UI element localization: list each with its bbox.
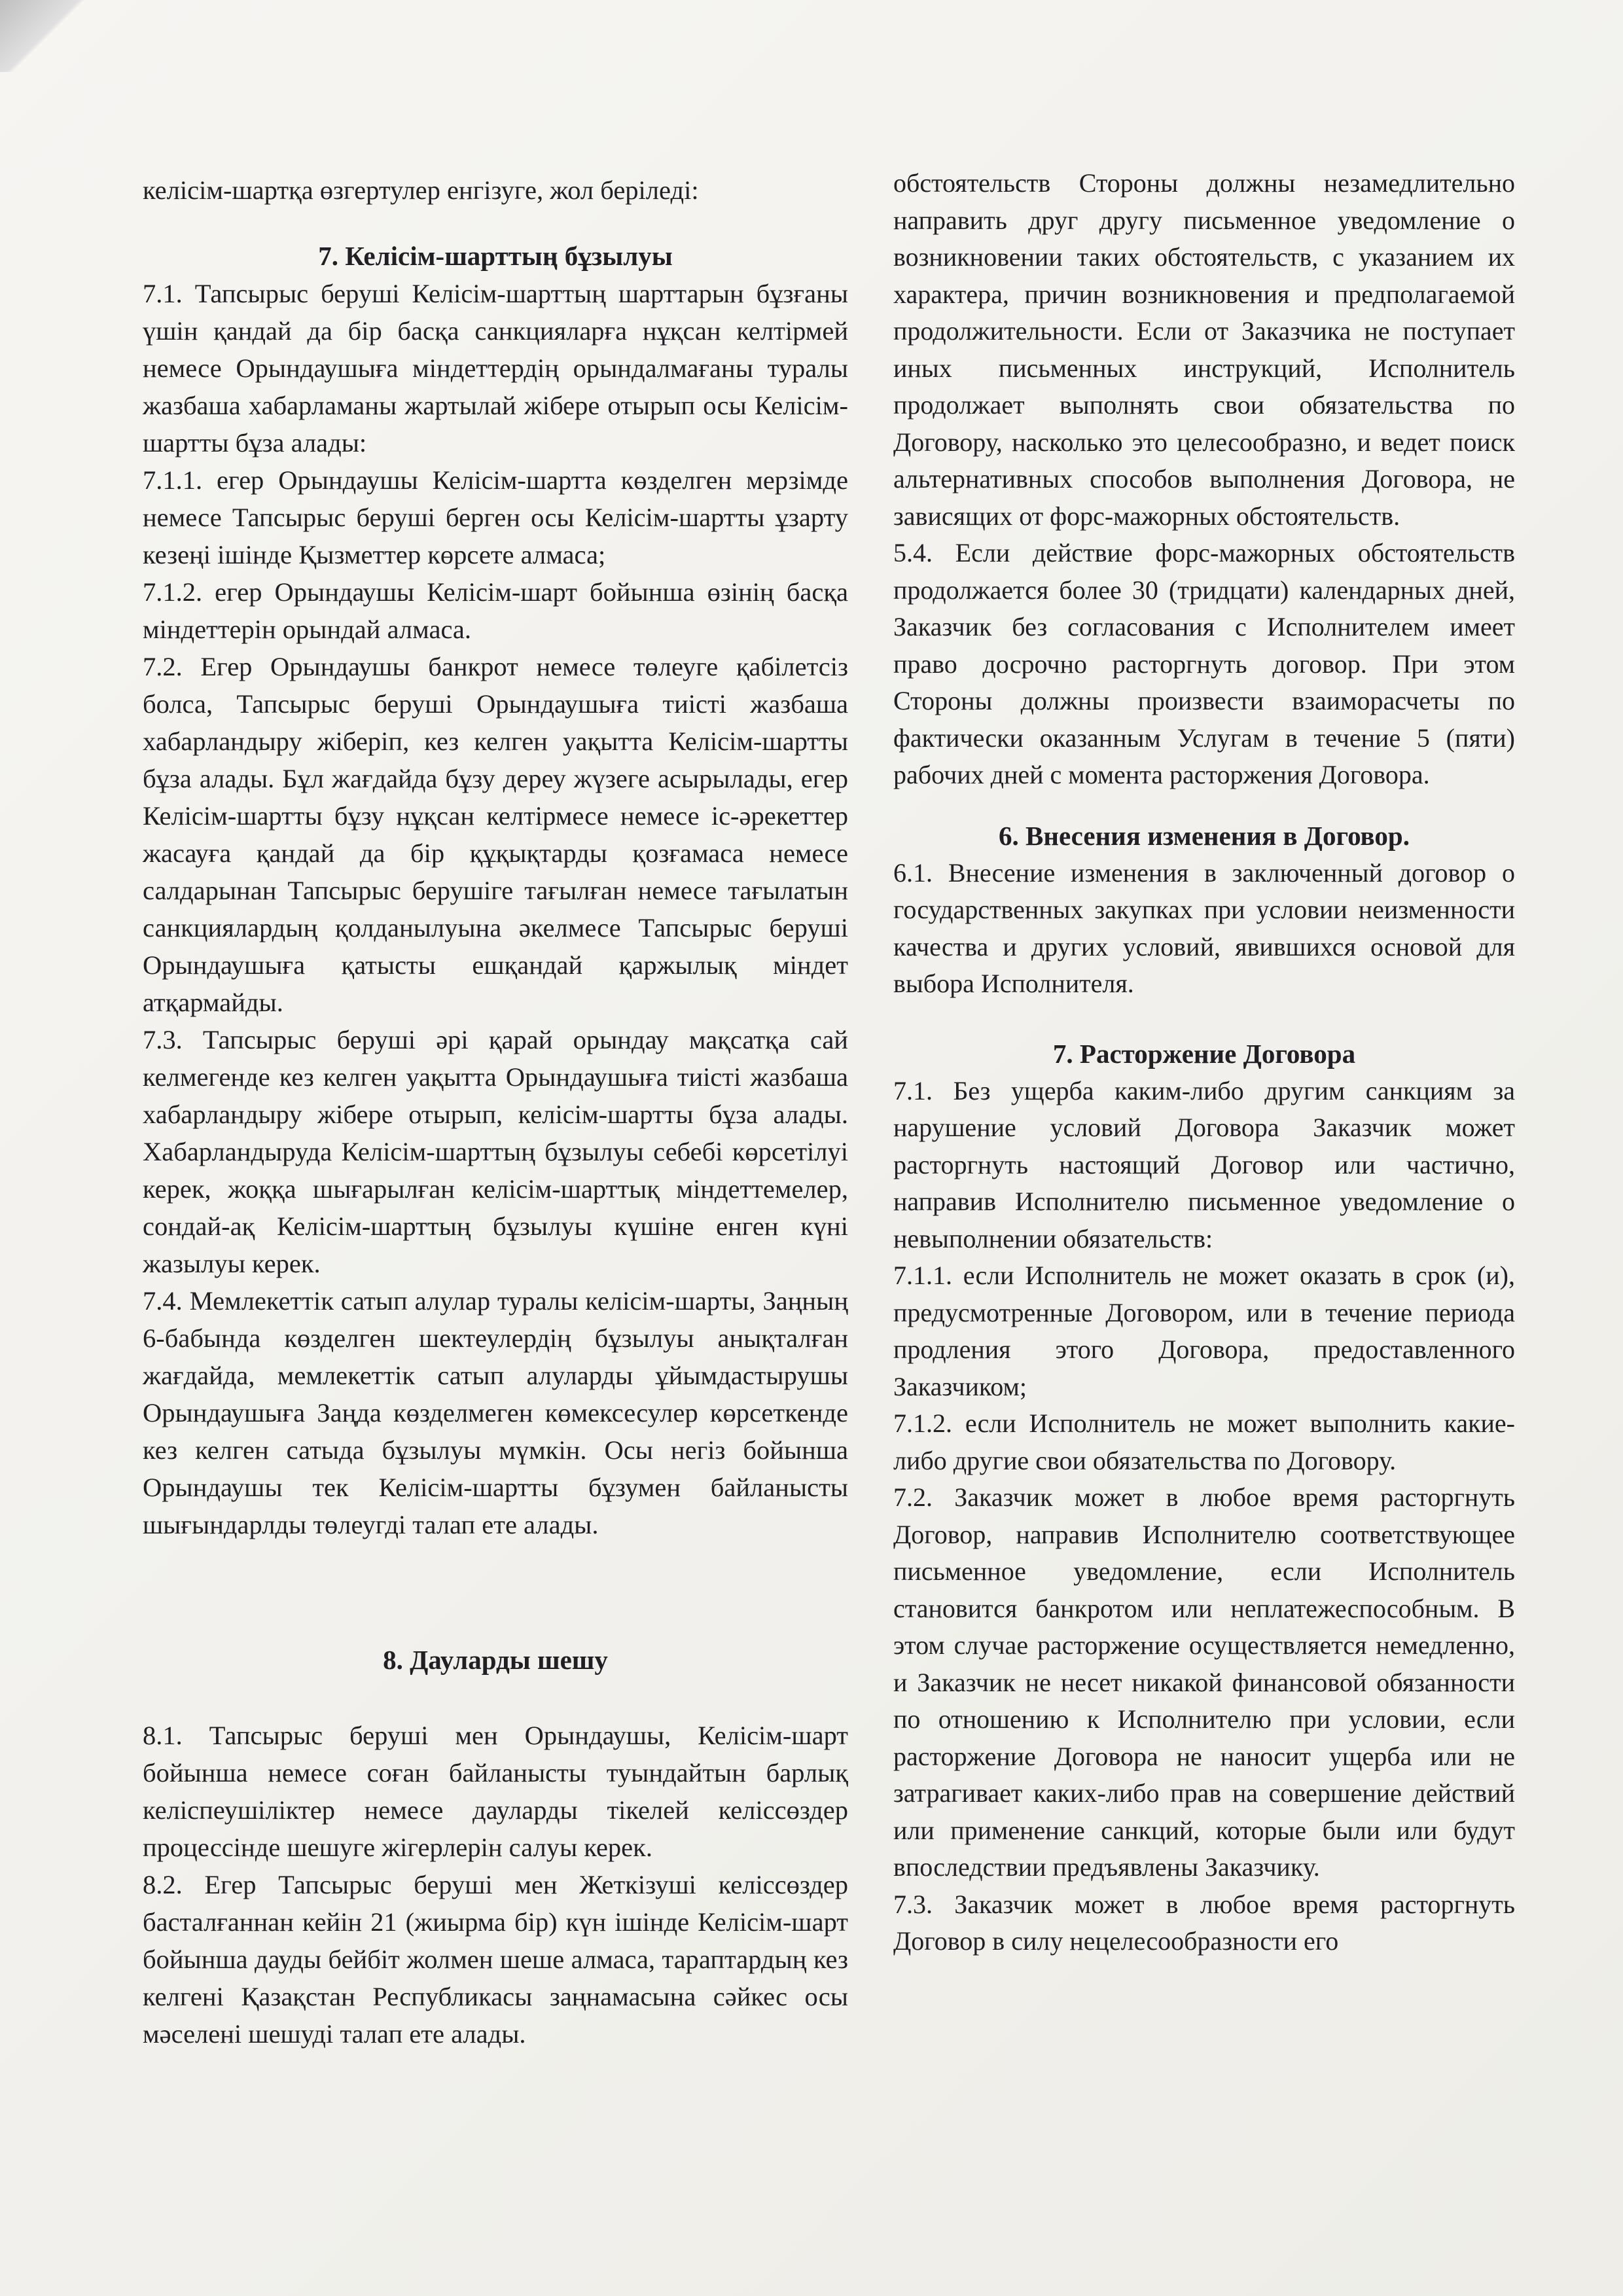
right-7-3: 7.3. Заказчик может в любое время расторгнуть Договор в силу нецелесообразности его: [893, 1889, 1515, 1956]
left-lead-text: келісім-шартқа өзгертулер енгізуге, жол беріледі:: [143, 175, 699, 205]
section-spacer: [893, 1003, 1515, 1035]
right-6-1: 6.1. Внесение изменения в заключенный договор о государственных закупках при условии неизменности качества и других условий, явившихся основой для выбора Исполнителя.: [893, 857, 1515, 998]
section-spacer: [893, 794, 1515, 817]
right-lead-5-3-cont: обстоятельств Стороны должны незамедлительно направить друг другу письменное уведомление о возникновении таких обстоятельств, с указанием их характера, причин возникновения и предполагаемой продолжительности. Если от Заказчика не поступает иных письменных инструкций, Исполнитель продолжает выполнять свои обязательства по Договору, насколько это целесообразно, и ведет поиск альтернативных способов выполнения Договора, не зависящих от форс-мажорных обстоятельств.: [893, 168, 1515, 531]
left-section-7-title: 7. Келісім-шарттың бұзылуы: [318, 241, 673, 271]
left-8-2: 8.2. Егер Тапсырыс беруші мен Жеткізуші келіссөздер басталғаннан кейін 21 (жиырма бір) күн ішінде Келісім-шарт бойынша дауды бейбіт жолмен шеше алмаса, тараптардың кез келгені Қазақстан Республикасы заңнамасына сәйкес осы мәселені шешуді талап ете алады.: [143, 1870, 848, 2049]
left-7-2: 7.2. Егер Орындаушы банкрот немесе төлеуге қабілетсіз болса, Тапсырыс беруші Орындаушыға тиісті жазбаша хабарландыру жіберіп, кез келген уақытта Келісім-шартты бұза алады. Бұл жағдайда бұзу дереу жүзеге асырылады, егер Келісім-шартты бұзу нұқсан келтірмесе немесе іс-әрекеттер жасауға қандай да бір құқықтарды қозғамаса немесе салдарынан Тапсырыс берушіге тағылған немесе тағылатын санкциялардың қолданылуына әкелмесе Тапсырыс беруші Орындаушыға қатысты ешқандай қаржылық міндет атқармайды.: [143, 652, 848, 1017]
left-column-kazakh: [143, 171, 848, 2053]
right-section-7-title: 7. Расторжение Договора: [1052, 1038, 1356, 1069]
right-7-1-1: 7.1.1. если Исполнитель не может оказать в срок (и), предусмотренные Договором, или в течение периода продления этого Договора, предоставленного Заказчиком;: [893, 1261, 1515, 1401]
left-7-1-2: 7.1.2. егер Орындаушы Келісім-шарт бойынша өзінің басқа міндеттерін орындай алмаса.: [143, 577, 848, 644]
right-7-1-2: 7.1.2. если Исполнитель не может выполнить какие-либо другие свои обязательства по Договору.: [893, 1408, 1515, 1475]
right-column-russian: [893, 165, 1515, 1960]
section-spacer: [143, 1543, 848, 1641]
right-5-4: 5.4. Если действие форс-мажорных обстоятельств продолжается более 30 (тридцати) календарных дней, Заказчик без согласования с Исполнителем имеет право досрочно расторгнуть договор. При этом Стороны должны произвести взаиморасчеты по фактически оказанным Услугам в течение 5 (пяти) рабочих дней с момента расторжения Договора.: [893, 538, 1515, 789]
left-7-4: 7.4. Мемлекеттік сатып алулар туралы келісім-шарты, Заңның 6-бабында көзделген шектеулердің бұзылуы анықталған жағдайда, мемлекеттік сатып алуларды ұйымдастырушы Орындаушыға Заңда көзделмеген көмексесулер көрсеткенде кез келген сатыда бұзылуы мүмкін. Осы негіз бойынша Орындаушы тек Келісім-шартты бұзумен байланысты шығындарлды төлеугді талап ете алады.: [143, 1286, 848, 1539]
left-7-1-1: 7.1.1. егер Орындаушы Келісім-шартта көзделген мерзімде немесе Тапсырыс беруші берген осы Келісім-шартты ұзарту кезеңі ішінде Қызметтер көрсете алмаса;: [143, 465, 848, 569]
left-7-3: 7.3. Тапсырыс беруші әрі қарай орындау мақсатқа сай келмегенде кез келген уақытта Орындаушыға тиісті жазбаша хабарландыру жібере отырып, келісім-шартты бұза алады. Хабарландыруда Келісім-шарттың бұзылуы себебі көрсетілуі керек, жоққа шығарылған келісім-шарттық міндеттемелер, сондай-ақ Келісім-шарттың бұзылуы күшіне енген күні жазылуы керек.: [143, 1025, 848, 1278]
right-7-1: 7.1. Без ущерба каким-либо другим санкциям за нарушение условий Договора Заказчик может расторгнуть настоящий Договор или частично, направив Исполнителю письменное уведомление о невыполнении обязательств:: [893, 1075, 1515, 1253]
left-7-1: 7.1. Тапсырыс беруші Келісім-шарттың шарттарын бұзғаны үшін қандай да бір басқа санкцияларға нұқсан келтірмей немесе Орындаушыға міндеттердің орындалмағаны туралы жазбаша хабарламаны жартылай жібере отырып осы Келісім-шартты бұза алады:: [143, 279, 848, 457]
left-8-1: 8.1. Тапсырыс беруші мен Орындаушы, Келісім-шарт бойынша немесе соған байланысты туындайтын барлық келіспеушіліктер немесе дауларды тікелей келіссөздер процессінде шешуге жігерлерін салуы керек.: [143, 1721, 848, 1862]
right-7-2: 7.2. Заказчик может в любое время расторгнуть Договор, направив Исполнителю соответствующее письменное уведомление, если Исполнитель становится банкротом или неплатежеспособным. В этом случае расторжение осуществляется немедленно, и Заказчик не несет никакой финансовой обязанности по отношению к Исполнителю при условии, если расторжение Договора не наносит ущерба или не затрагивает каких-либо прав на совершение действий или применение санкций, которые были или будут впоследствии предъявлены Заказчику.: [893, 1482, 1515, 1882]
left-section-8-title: 8. Дауларды шешу: [383, 1645, 608, 1675]
right-section-6-title: 6. Внесения изменения в Договор.: [999, 820, 1410, 851]
folded-corner: [0, 0, 92, 72]
